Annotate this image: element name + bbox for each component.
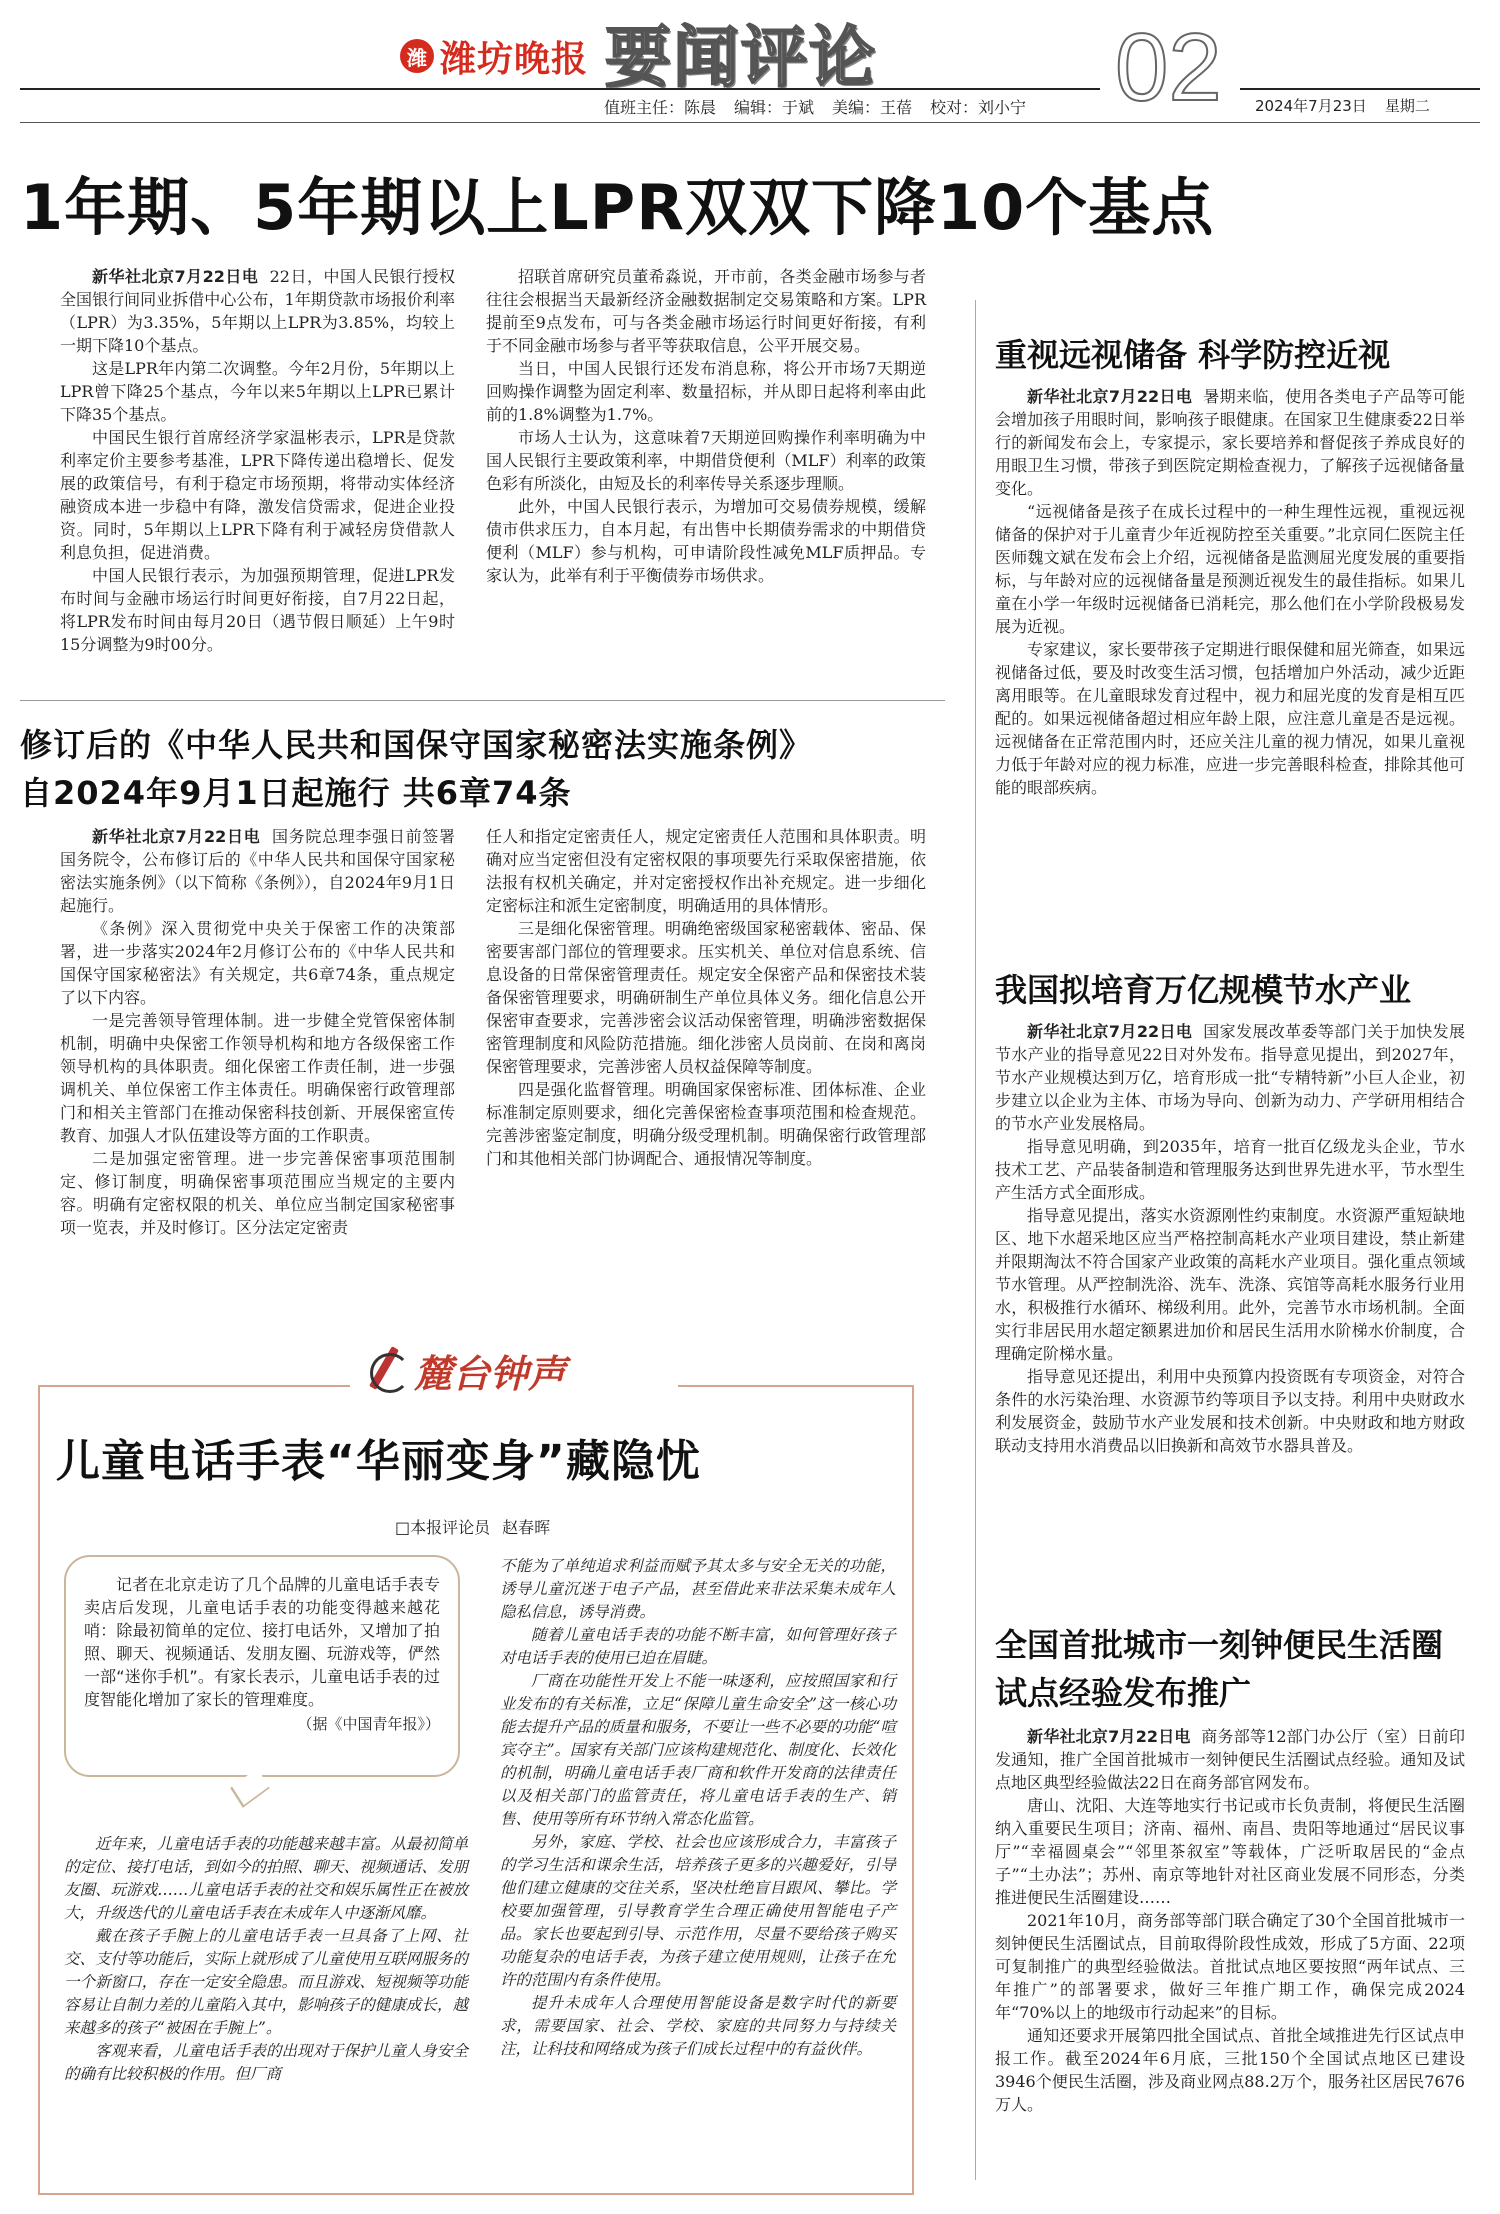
water-body	[995, 1020, 1465, 1457]
secrets-p7: 四是强化监督管理。明确国家保密标准、团体标准、企业标准制定原则要求，细化完善保密检查事项范围和检查规范。完善涉密鉴定制度，明确分级受理机制。明确保密行政管理部门和其他相关部门协调配合、通报情况等制度。	[486, 1080, 926, 1168]
credit-proof: 校对：刘小宁	[930, 98, 1027, 117]
credit-editor: 编辑：于斌	[734, 98, 815, 117]
water-p1-text: 国家发展改革委等部门关于加快发展节水产业的指导意见22日对外发布。指导意见提出，到2027年，节水产业规模达到万亿，培育形成一批“专精特新”小巨人企业，初步建立以企业为主体、市场为导向、创新为动力、产学研用相结合的节水产业发展格局。	[995, 1022, 1466, 1133]
credit-duty: 值班主任：陈晨	[604, 98, 717, 117]
commentary-p8: 提升未成年人合理使用智能设备是数字时代的新要求，需要国家、社会、学校、家庭的共同努力与持续关注，让科技和网络成为孩子们成长过程中的有益伙伴。	[500, 1994, 896, 2058]
logo-mark-icon: 潍	[400, 39, 434, 73]
lpr-p7: 市场人士认为，这意味着7天期逆回购操作利率明确为中国人民银行主要政策利率，中期借贷便利（MLF）利率的政策色彩有所淡化，由短及长的利率传导关系逐步理顺。	[486, 428, 926, 493]
newspaper-name: 潍坊晚报	[440, 37, 589, 80]
commentary-p6: 厂商在功能性开发上不能一味逐利，应按照国家和行业发布的有关标准，立足“保障儿童生命安全”这一核心功能去提升产品的质量和服务，不要让一些不必要的功能“喧宾夺主”。国家有关部门应该构建规范化、制度化、长效化的机制，明确儿童电话手表厂商和软件开发商的法律责任以及相关部门的监管责任，将儿童电话手表的生产、销售、使用等所有环节纳入常态化监管。	[500, 1672, 896, 1828]
byline-author: 赵春晖	[502, 1518, 551, 1537]
quote-source: （据《中国青年报》）	[297, 1715, 440, 1733]
header-bottom-rule	[20, 122, 1480, 123]
lpr-p2: 这是LPR年内第二次调整。今年2月份，5年期以上LPR曾下降25个基点，今年以来5年期以上LPR已累计下降35个基点。	[60, 359, 455, 424]
service-p1-text: 商务部等12部门办公厅（室）日前印发通知，推广全国首批城市一刻钟便民生活圈试点经验。通知及试点地区典型经验做法22日在商务部官网发布。	[995, 1727, 1465, 1792]
lpr-p3: 中国民生银行首席经济学家温彬表示，LPR是贷款利率定价主要参考基准，LPR下降传递出稳增长、促发展的政策信号，有利于稳定市场预期，将带动实体经济融资成本进一步稳中有降，激发信贷需求，促进企业投资。同时，5年期以上LPR下降有利于减轻房贷借款人利息负担，促进消费。	[60, 428, 455, 562]
service-headline-2: 试点经验发布推广	[995, 1674, 1252, 1712]
secrets-p2: 《条例》深入贯彻党中央关于保密工作的决策部署，进一步落实2024年2月修订公布的《中华人民共和国保守国家秘密法》有关规定，共6章74条，重点规定了以下内容。	[60, 919, 455, 1007]
byline	[395, 1515, 562, 1538]
issue-date: 2024年7月23日	[1255, 97, 1367, 115]
column-name: 麓台钟声	[414, 1350, 567, 1396]
commentary-headline: 儿童电话手表“华丽变身”藏隐忧	[56, 1436, 701, 1487]
commentary-p5: 随着儿童电话手表的功能不断丰富，如何管理好孩子对电话手表的使用已迫在眉睫。	[500, 1626, 896, 1667]
commentary-right-col	[500, 1555, 896, 2061]
vision-lead: 新华社北京7月22日电	[1027, 387, 1193, 406]
issue-weekday: 星期二	[1384, 97, 1430, 115]
service-lead: 新华社北京7月22日电	[1027, 1727, 1191, 1746]
water-p1	[995, 1020, 1465, 1135]
lpr-col-1	[60, 265, 455, 656]
masthead-rule	[20, 88, 1100, 90]
water-headline: 我国拟培育万亿规模节水产业	[995, 971, 1412, 1009]
newspaper-logo	[400, 28, 588, 84]
water-p2: 指导意见明确，到2035年，培育一批百亿级龙头企业，节水技术工艺、产品装备制造和管理服务达到世界先进水平，节水型生产生活方式全面形成。	[995, 1137, 1465, 1202]
lpr-lead: 新华社北京7月22日电	[92, 267, 259, 286]
secrets-headline-1: 修订后的《中华人民共和国保守国家秘密法实施条例》	[20, 726, 813, 764]
lpr-p6: 当日，中国人民银行还发布消息称，将公开市场7天期逆回购操作调整为固定利率、数量招标，并从即日起将利率由此前的1.8%调整为1.7%。	[486, 359, 926, 424]
lpr-p8: 此外，中国人民银行表示，为增加可交易债券规模，缓解债市供求压力，自本月起，有出售中长期债券需求的中期借贷便利（MLF）参与机构，可申请阶段性减免MLF质押品。专家认为，此举有利于平衡债券市场供求。	[486, 497, 926, 585]
section-title: 要闻评论	[605, 18, 877, 96]
vision-p1	[995, 385, 1465, 500]
lpr-p1-text: 22日，中国人民银行授权全国银行间同业拆借中心公布，1年期贷款市场报价利率（LPR）为3.35%，5年期以上LPR为3.85%，均较上一期下降10个基点。	[60, 267, 455, 355]
column-logo	[350, 1335, 678, 1405]
pen-icon	[364, 1345, 404, 1395]
service-body	[995, 1725, 1465, 2116]
lpr-p5: 招联首席研究员董希淼说，开市前，各类金融市场参与者往往会根据当天最新经济金融数据制定交易策略和方案。LPR提前至9点发布，可与各类金融市场运行时间更好衔接，有利于不同金融市场参与者平等获取信息，公平开展交易。	[486, 267, 926, 355]
secrets-lead: 新华社北京7月22日电	[92, 827, 261, 846]
service-p4: 通知还要求开展第四批全国试点、首批全域推进先行区试点申报工作。截至2024年6月底，三批150个全国试点地区已建设3946个便民生活圈，涉及商业网点88.2万个，服务社区居民7676万人。	[995, 2026, 1465, 2114]
service-headline-1: 全国首批城市一刻钟便民生活圈	[995, 1626, 1444, 1664]
vision-p1-text: 暑期来临，使用各类电子产品等可能会增加孩子用眼时间，影响孩子眼健康。在国家卫生健康委22日举行的新闻发布会上，专家提示，家长要培养和督促孩子养成良好的用眼卫生习惯，带孩子到医院定期检查视力，了解孩子远视储备量变化。	[995, 387, 1466, 498]
service-p3: 2021年10月，商务部等部门联合确定了30个全国首批城市一刻钟便民生活圈试点，目前取得阶段性成效，形成了5方面、22项可复制推广的典型经验做法。首批试点地区要按照“两年试点、三年推广”的部署要求，做好三年推广期工作，确保完成2024年“70%以上的地级市行动起来”的目标。	[995, 1911, 1465, 2022]
lpr-bottom-rule	[20, 700, 945, 701]
credit-art: 美编：王蓓	[832, 98, 913, 117]
secrets-p6: 三是细化保密管理。明确绝密级国家秘密载体、密品、保密要害部门部位的管理要求。压实机关、单位对信息系统、信息设备的日常保密管理责任。规定安全保密产品和保密技术装备保密管理要求，明确研制生产单位具体义务。细化信息公开保密审查要求，完善涉密会议活动保密管理，明确涉密数据保密管理制度和风险防范措施。细化涉密人员岗前、在岗和离岗保密管理要求，完善涉密人员权益保障等制度。	[486, 919, 926, 1076]
staff-credits	[604, 95, 1044, 118]
masthead-rule-right	[1240, 88, 1480, 90]
secrets-col-1	[60, 825, 455, 1239]
vision-p2: “远视储备是孩子在成长过程中的一种生理性远视，重视远视储备的保护对于儿童青少年近视防控至关重要。”北京同仁医院主任医师魏文斌在发布会上介绍，远视储备是监测屈光度发展的重要指标，与年龄对应的远视储备量是预测近视发生的最佳指标。如果儿童在小学一年级时远视储备已消耗完，那么他们在小学阶段极易发展为近视。	[995, 502, 1465, 636]
commentary-p2: 戴在孩子手腕上的儿童电话手表一旦具备了上网、社交、支付等功能后，实际上就形成了儿童使用互联网服务的一个新窗口，存在一定安全隐患。而且游戏、短视频等功能容易让自制力差的儿童陷入其中，影响孩子的健康成长，越来越多的孩子“被困在手腕上”。	[64, 1927, 468, 2037]
water-p4: 指导意见还提出，利用中央预算内投资既有专项资金，对符合条件的水污染治理、水资源节约等项目予以支持。利用中央财政水利发展资金，鼓励节水产业发展和技术创新。中央财政和地方财政联动支持用水消费品以旧换新和高效节水器具普及。	[995, 1367, 1465, 1455]
dateline	[1255, 95, 1448, 116]
service-p2: 唐山、沈阳、大连等地实行书记或市长负责制，将便民生活圈纳入重要民生项目；济南、福州、南昌、贵阳等地通过“居民议事厅”“幸福圆桌会”“邻里茶叙室”等载体，广泛听取居民的“金点子”“土办法”；苏州、南京等地针对社区商业发展不同形态，分类推进便民生活圈建设……	[995, 1796, 1465, 1907]
secrets-p4: 二是加强定密管理。进一步完善保密事项范围制定、修订制度，明确保密事项范围应当规定的主要内容。明确有定密权限的机关、单位应当制定国家秘密事项一览表，并及时修订。区分法定定密责	[60, 1149, 455, 1237]
vision-p3: 专家建议，家长要带孩子定期进行眼保健和屈光筛查，如果远视储备过低，要及时改变生活习惯，包括增加户外活动，减少近距离用眼等。在儿童眼球发育过程中，视力和屈光度的发育是相互匹配的。如果远视储备超过相应年龄上限，应注意儿童是否是远视。远视储备在正常范围内时，还应关注儿童的视力情况，如果儿童视力低于年龄对应的视力标准，应进一步完善眼科检查，排除其他可能的眼部疾病。	[995, 640, 1465, 797]
service-p1	[995, 1725, 1465, 1794]
lpr-p4: 中国人民银行表示，为加强预期管理，促进LPR发布时间与金融市场运行时间更好衔接，自7月22日起，将LPR发布时间由每月20日（遇节假日顺延）上午9时15分调整为9时00分。	[60, 566, 455, 654]
secrets-p5: 任人和指定定密责任人，规定定密责任人范围和具体职责。明确对应当定密但没有定密权限的事项要先行采取保密措施，依法报有权机关确定，并对定密授权作出补充规定。进一步细化定密标注和派生定密制度，明确适用的具体情形。	[486, 827, 926, 915]
column-divider	[975, 300, 976, 2180]
secrets-col-2	[486, 825, 926, 1170]
commentary-p7: 另外，家庭、学校、社会也应该形成合力，丰富孩子的学习生活和课余生活，培养孩子更多的兴趣爱好，引导他们建立健康的交往关系，坚决杜绝盲目跟风、攀比。学校要加强管理，引导教育学生合理正确使用智能电子产品。家长也要起到引导、示范作用，尽量不要给孩子购买功能复杂的电话手表，为孩子建立使用规则，让孩子在允许的范围内有条件使用。	[500, 1833, 896, 1989]
vision-body	[995, 385, 1465, 799]
byline-mark: □本报评论员	[395, 1518, 491, 1537]
commentary-p3: 客观来看，儿童电话手表的出现对于保护儿童人身安全的确有比较积极的作用。但厂商	[64, 2042, 468, 2083]
lpr-headline: 1年期、5年期以上LPR双双下降10个基点	[20, 171, 1215, 244]
secrets-headline-2: 自2024年9月1日起施行 共6章74条	[20, 774, 572, 812]
water-p3: 指导意见提出，落实水资源刚性约束制度。水资源严重短缺地区、地下水超采地区应当严格控制高耗水产业项目建设，禁止新建并限期淘汰不符合国家产业政策的高耗水产业项目。强化重点领域节水管理。从严控制洗浴、洗车、洗涤、宾馆等高耗水服务行业用水，积极推行水循环、梯级利用。此外，完善节水市场机制。全面实行非居民用水超定额累进加价和居民生活用水阶梯水价制度，合理确定阶梯水量。	[995, 1206, 1465, 1363]
commentary-p1: 近年来，儿童电话手表的功能越来越丰富。从最初简单的定位、接打电话，到如今的拍照、聊天、视频通话、发朋友圈、玩游戏……儿童电话手表的社交和娱乐属性正在被放大，升级迭代的儿童电话手表在未成年人中逐渐风靡。	[64, 1835, 468, 1922]
lpr-p1	[60, 265, 455, 357]
lpr-col-2	[486, 265, 926, 587]
vision-headline: 重视远视储备 科学防控近视	[995, 336, 1391, 374]
secrets-p1	[60, 825, 455, 917]
commentary-left-col	[64, 1833, 468, 2086]
quote-bubble	[64, 1555, 460, 1777]
water-lead: 新华社北京7月22日电	[1027, 1022, 1193, 1041]
page-number: 02	[1115, 14, 1222, 121]
secrets-p1-text: 国务院总理李强日前签署国务院令，公布修订后的《中华人民共和国保守国家秘密法实施条例》（以下简称《条例》），自2024年9月1日起施行。	[60, 827, 455, 915]
secrets-p3: 一是完善领导管理体制。进一步健全党管保密体制机制，明确中央保密工作领导机构和地方各级保密工作领导机构的具体职责。细化保密工作责任制，进一步强调机关、单位保密工作主体责任。明确保密行政管理部门和相关主管部门在推动保密科技创新、开展保密宣传教育、加强人才队伍建设等方面的工作职责。	[60, 1011, 455, 1145]
quote-text: 记者在北京走访了几个品牌的儿童电话手表专卖店后发现，儿童电话手表的功能变得越来越花哨：除最初简单的定位、接打电话外，又增加了拍照、聊天、视频通话、发朋友圈、玩游戏等，俨然一部“迷你手机”。有家长表示，儿童电话手表的过度智能化增加了家长的管理难度。	[84, 1575, 440, 1709]
commentary-p4: 不能为了单纯追求利益而赋予其太多与安全无关的功能，诱导儿童沉迷于电子产品，甚至借此来非法采集未成年人隐私信息，诱导消费。	[500, 1557, 896, 1621]
